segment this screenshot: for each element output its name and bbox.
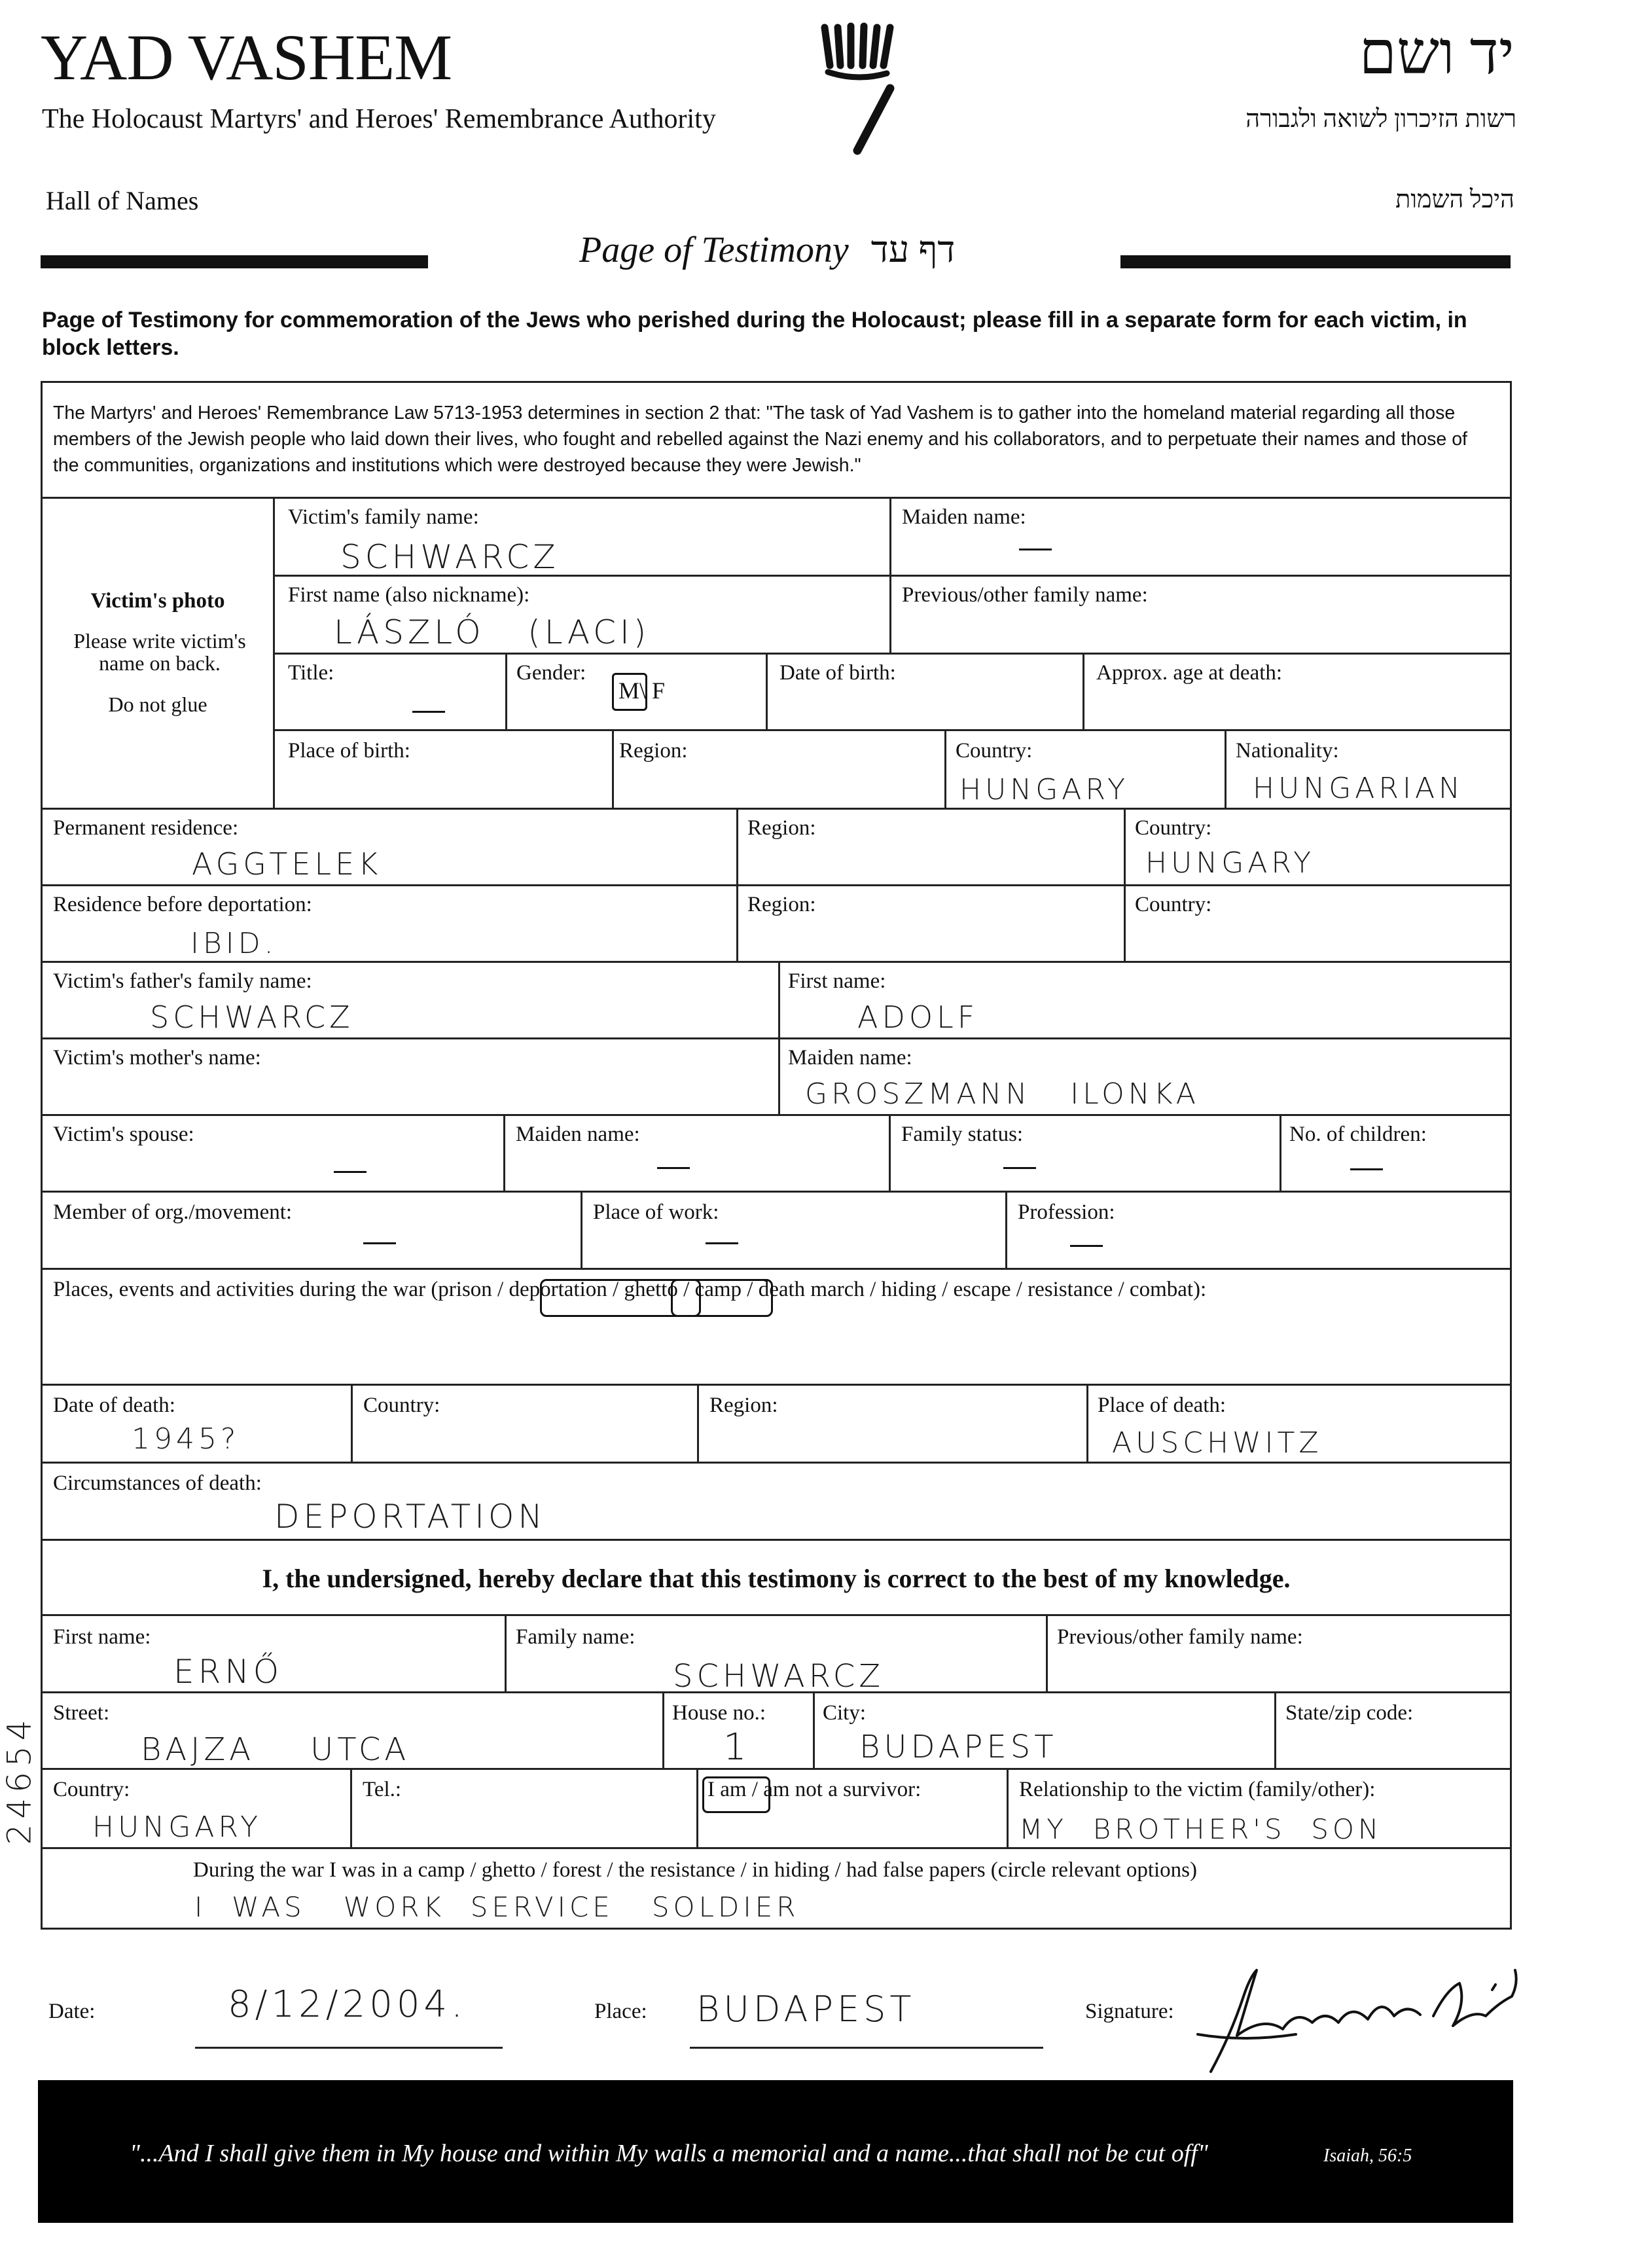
sub-country-label: Country:: [53, 1778, 130, 1801]
war-experience-label: During the war I was in a camp / ghetto / forest / the resistance / in hiding / had false papers (circle relevant options): [193, 1858, 1198, 1882]
maiden-name-label: Maiden name:: [902, 505, 1026, 529]
date-value: 8/12/2004.: [228, 1983, 467, 2026]
pre-deport-country-label: Country:: [1135, 893, 1212, 916]
family-status-label: Family status:: [901, 1123, 1024, 1146]
father-first-label: First name:: [788, 969, 886, 993]
photo-title: Victim's photo: [90, 589, 225, 613]
title-label: Title:: [288, 661, 334, 685]
pre-deport-value: IBID.: [190, 927, 277, 960]
death-place-cell: [1086, 1384, 1512, 1464]
sub-previous-family-cell: [1046, 1614, 1512, 1693]
declaration-text: I, the undersigned, hereby declare that this testimony is correct to the best of my knowledge.: [262, 1564, 1291, 1593]
family-name-label: Victim's family name:: [288, 505, 479, 529]
house-no-value: 1: [723, 1726, 751, 1769]
footer-band: [38, 2080, 1513, 2223]
children-label: No. of children:: [1289, 1123, 1427, 1146]
street-cell: [41, 1691, 664, 1770]
perm-country-label: Country:: [1135, 816, 1212, 840]
sub-first-name-value: ERNŐ: [173, 1653, 283, 1691]
survivor-label: I am / am not a survivor:: [707, 1778, 922, 1801]
sub-family-name-cell: [505, 1614, 1048, 1693]
mother-maiden-label: Maiden name:: [788, 1046, 912, 1070]
death-date-value: 1945?: [132, 1422, 240, 1456]
date-label: Date:: [48, 2000, 96, 2023]
birth-region-label: Region:: [619, 739, 688, 763]
form-title: [579, 229, 955, 271]
hall-of-names-hebrew: היכל השמות: [1395, 186, 1514, 213]
place-of-work-dash: [706, 1242, 738, 1244]
first-name-value: LÁSZLÓ (LACI): [334, 613, 651, 651]
birth-place-label: Place of birth:: [288, 739, 410, 763]
victim-photo-box: [41, 497, 275, 810]
title-dash: [412, 711, 445, 713]
house-no-cell: [662, 1691, 815, 1770]
relationship-label: Relationship to the victim (family/other):: [1019, 1778, 1376, 1801]
footer-citation: Isaiah, 56:5: [1323, 2146, 1412, 2166]
title-rule-right: [1120, 255, 1511, 268]
profession-label: Profession:: [1018, 1200, 1115, 1224]
maiden-name-cell: [889, 497, 1512, 577]
perm-residence-value: AGGTELEK: [192, 846, 382, 882]
pre-deport-country-cell: [1124, 884, 1512, 963]
nationality-cell: [1225, 729, 1512, 810]
date-underline: [195, 2047, 503, 2049]
i-am-circle: [702, 1776, 770, 1813]
death-region-label: Region:: [709, 1394, 778, 1417]
perm-country-value: HUNGARY: [1145, 846, 1316, 880]
photo-instruction: Please write victim's name on back.: [73, 629, 246, 675]
org-name: YAD VASHEM: [41, 21, 452, 94]
nationality-value: HUNGARIAN: [1253, 772, 1464, 805]
city-cell: [813, 1691, 1276, 1770]
yad-vashem-logo: [812, 13, 910, 157]
perm-region-cell: [736, 808, 1126, 886]
sub-family-name-value: SCHWARCZ: [673, 1658, 885, 1695]
hall-of-names: Hall of Names: [46, 186, 199, 215]
spouse-maiden-cell: [503, 1114, 891, 1193]
children-cell: [1280, 1114, 1512, 1193]
profession-cell: [1005, 1191, 1512, 1270]
declaration-cell: [41, 1539, 1512, 1616]
birth-place-cell: [273, 729, 614, 810]
age-at-death-cell: [1083, 653, 1512, 731]
father-first-cell: [778, 961, 1512, 1039]
father-family-value: SCHWARCZ: [150, 999, 354, 1035]
org-name-hebrew: יד ושם: [1359, 20, 1514, 86]
circumstances-value: DEPORTATION: [274, 1498, 546, 1536]
birth-country-cell: [944, 729, 1226, 810]
relationship-cell: [1007, 1768, 1512, 1849]
place-label: Place:: [594, 2000, 647, 2023]
dob-label: Date of birth:: [779, 661, 896, 685]
house-no-label: House no.:: [672, 1701, 766, 1725]
gender-cell: [505, 653, 768, 731]
perm-residence-label: Permanent residence:: [53, 816, 239, 840]
birth-country-value: HUNGARY: [959, 773, 1130, 806]
org-subtitle-hebrew: רשות הזיכרון לשואה ולגבורה: [1245, 105, 1516, 133]
title-cell: [273, 653, 507, 731]
death-date-cell: [41, 1384, 353, 1464]
previous-family-cell: [889, 575, 1512, 655]
family-name-cell: [273, 497, 891, 577]
margin-number: 24654: [0, 1714, 39, 1845]
member-org-dash: [363, 1242, 396, 1244]
spouse-label: Victim's spouse:: [53, 1123, 194, 1146]
sub-previous-family-label: Previous/other family name:: [1057, 1625, 1303, 1649]
org-subtitle: The Holocaust Martyrs' and Heroes' Remembrance Authority: [42, 104, 716, 134]
birth-region-cell: [612, 729, 946, 810]
perm-region-label: Region:: [747, 816, 816, 840]
gender-label: Gender:: [516, 661, 586, 685]
perm-residence-cell: [41, 808, 738, 886]
street-value: BAJZA UTCA: [141, 1731, 410, 1768]
family-status-cell: [889, 1114, 1281, 1193]
spouse-maiden-label: Maiden name:: [516, 1123, 640, 1146]
circumstances-cell: [41, 1462, 1512, 1541]
member-org-label: Member of org./movement:: [53, 1200, 293, 1224]
signature-mark: [1185, 1957, 1525, 2081]
war-experience-cell: [41, 1847, 1512, 1930]
profession-dash: [1070, 1245, 1103, 1247]
death-country-label: Country:: [363, 1394, 440, 1417]
family-status-dash: [1003, 1167, 1036, 1169]
birth-country-label: Country:: [956, 739, 1033, 763]
death-region-cell: [697, 1384, 1088, 1464]
city-label: City:: [823, 1701, 867, 1725]
pre-deport-cell: [41, 884, 738, 963]
tel-label: Tel.:: [363, 1778, 402, 1801]
father-family-cell: [41, 961, 780, 1039]
places-events-label: Places, events and activities during the war (prison / deportation / ghetto / camp / death march / hiding / escape / resistance / combat):: [53, 1278, 1207, 1301]
death-date-label: Date of death:: [53, 1394, 175, 1417]
mother-maiden-value: GROSZMANN ILONKA: [805, 1077, 1200, 1111]
war-experience-value: I WAS WORK SERVICE SOLDIER: [194, 1891, 800, 1923]
place-underline: [690, 2047, 1043, 2049]
footer-quote: "...And I shall give them in My house and within My walls a memorial and a name...that shall not be cut off": [130, 2140, 1208, 2167]
member-org-cell: [41, 1191, 582, 1270]
nationality-label: Nationality:: [1236, 739, 1339, 763]
law-box: [41, 381, 1512, 499]
father-first-value: ADOLF: [857, 999, 979, 1035]
mother-maiden-cell: [778, 1037, 1512, 1116]
children-dash: [1350, 1168, 1383, 1170]
spouse-cell: [41, 1114, 505, 1193]
photo-no-glue: Do not glue: [108, 693, 207, 716]
spouse-maiden-dash: [657, 1167, 690, 1169]
perm-country-cell: [1124, 808, 1512, 886]
law-text: The Martyrs' and Heroes' Remembrance Law 5713-1953 determines in section 2 that: "The task of Yad Vashem is to gather into the homeland material regarding all those members of the Jewish people who laid down their lives, who fought and rebelled against the Nazi enemy and his collaborators, and to perpetuate their names and those of the communities, organizations and institutions which were destroyed because they were Jewish.": [53, 403, 1467, 476]
sub-family-name-label: Family name:: [516, 1625, 635, 1649]
family-name-value: SCHWARCZ: [340, 538, 560, 576]
sub-first-name-cell: [41, 1614, 507, 1693]
place-value: BUDAPEST: [696, 1989, 916, 2030]
death-place-value: AUSCHWITZ: [1112, 1426, 1323, 1460]
pre-deport-label: Residence before deportation:: [53, 893, 312, 916]
tel-cell: [350, 1768, 698, 1849]
first-name-cell: [273, 575, 891, 655]
signature-label: Signature:: [1085, 2000, 1174, 2023]
survivor-cell: [696, 1768, 1009, 1849]
death-place-label: Place of death:: [1098, 1394, 1226, 1417]
gender-m-circle: [612, 673, 647, 711]
dob-cell: [766, 653, 1084, 731]
relationship-value: MY BROTHER'S SON: [1019, 1813, 1383, 1845]
sub-country-cell: [41, 1768, 352, 1849]
death-country-cell: [351, 1384, 699, 1464]
intro-text: Page of Testimony for commemoration of the Jews who perished during the Holocaust; please fill in a separate form for each victim, in block letters.: [42, 308, 1467, 360]
mother-name-label: Victim's mother's name:: [53, 1046, 261, 1070]
sub-country-value: HUNGARY: [92, 1810, 262, 1844]
state-zip-cell: [1274, 1691, 1512, 1770]
title-rule-left: [41, 255, 428, 268]
maiden-name-dash: [1019, 549, 1052, 550]
place-of-work-label: Place of work:: [593, 1200, 719, 1224]
gender-options: M\ F: [618, 677, 666, 704]
sub-first-name-label: First name:: [53, 1625, 151, 1649]
father-family-label: Victim's father's family name:: [53, 969, 312, 993]
pre-deport-region-cell: [736, 884, 1126, 963]
places-events-cell: [41, 1268, 1512, 1386]
circumstances-label: Circumstances of death:: [53, 1471, 262, 1495]
form-title-english: Page of Testimony: [579, 230, 849, 270]
first-name-label: First name (also nickname):: [288, 583, 530, 607]
ghetto-circle: [671, 1279, 773, 1317]
mother-name-cell: [41, 1037, 780, 1116]
age-at-death-label: Approx. age at death:: [1096, 661, 1283, 685]
city-value: BUDAPEST: [859, 1729, 1058, 1765]
previous-family-label: Previous/other family name:: [902, 583, 1148, 607]
state-zip-label: State/zip code:: [1285, 1701, 1414, 1725]
pre-deport-region-label: Region:: [747, 893, 816, 916]
spouse-dash: [334, 1171, 367, 1173]
street-label: Street:: [53, 1701, 110, 1725]
place-of-work-cell: [581, 1191, 1007, 1270]
form-title-hebrew: דף עד: [870, 230, 956, 270]
